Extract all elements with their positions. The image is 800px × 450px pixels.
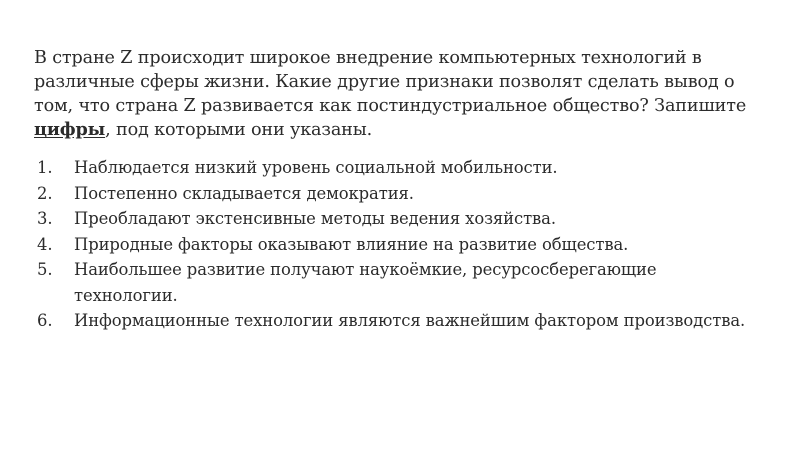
option-text: Наблюдается низкий уровень социальной мобильности.: [74, 158, 558, 177]
option-item-6: [34, 308, 754, 334]
option-item-5: [34, 257, 754, 308]
option-text: Постепенно складывается демократия.: [74, 183, 414, 203]
option-item-1: [34, 155, 754, 181]
question-text-before: В стране Z происходит широкое внедрение компьютерных технологий в различные сферы жизни. Какие другие признаки позволят сделать вывод о том, что страна Z развивается как постиндустриальное общество? Запишите: [34, 48, 747, 116]
option-text: Преобладают экстенсивные методы ведения хозяйства.: [74, 209, 556, 228]
option-text: Информационные технологии являются важнейшим фактором производства.: [74, 311, 746, 330]
option-number: 2.: [37, 183, 53, 203]
options-list: [34, 155, 754, 334]
question-text: [34, 46, 774, 142]
option-number: 4.: [37, 234, 53, 254]
option-number: 5.: [37, 260, 53, 279]
option-number: 6.: [37, 311, 53, 330]
question-keyword: цифры: [34, 119, 106, 140]
option-number: 3.: [37, 209, 53, 228]
option-item-3: [34, 206, 754, 232]
option-text: Наибольшее развитие получают наукоёмкие, ресурсосберегающие технологии.: [74, 260, 657, 305]
option-item-2: [34, 181, 754, 207]
option-item-4: [34, 232, 754, 258]
question-text-after: , под которыми они указаны.: [105, 120, 373, 140]
option-number: 1.: [37, 158, 53, 177]
option-text: Природные факторы оказывают влияние на развитие общества.: [74, 234, 629, 254]
